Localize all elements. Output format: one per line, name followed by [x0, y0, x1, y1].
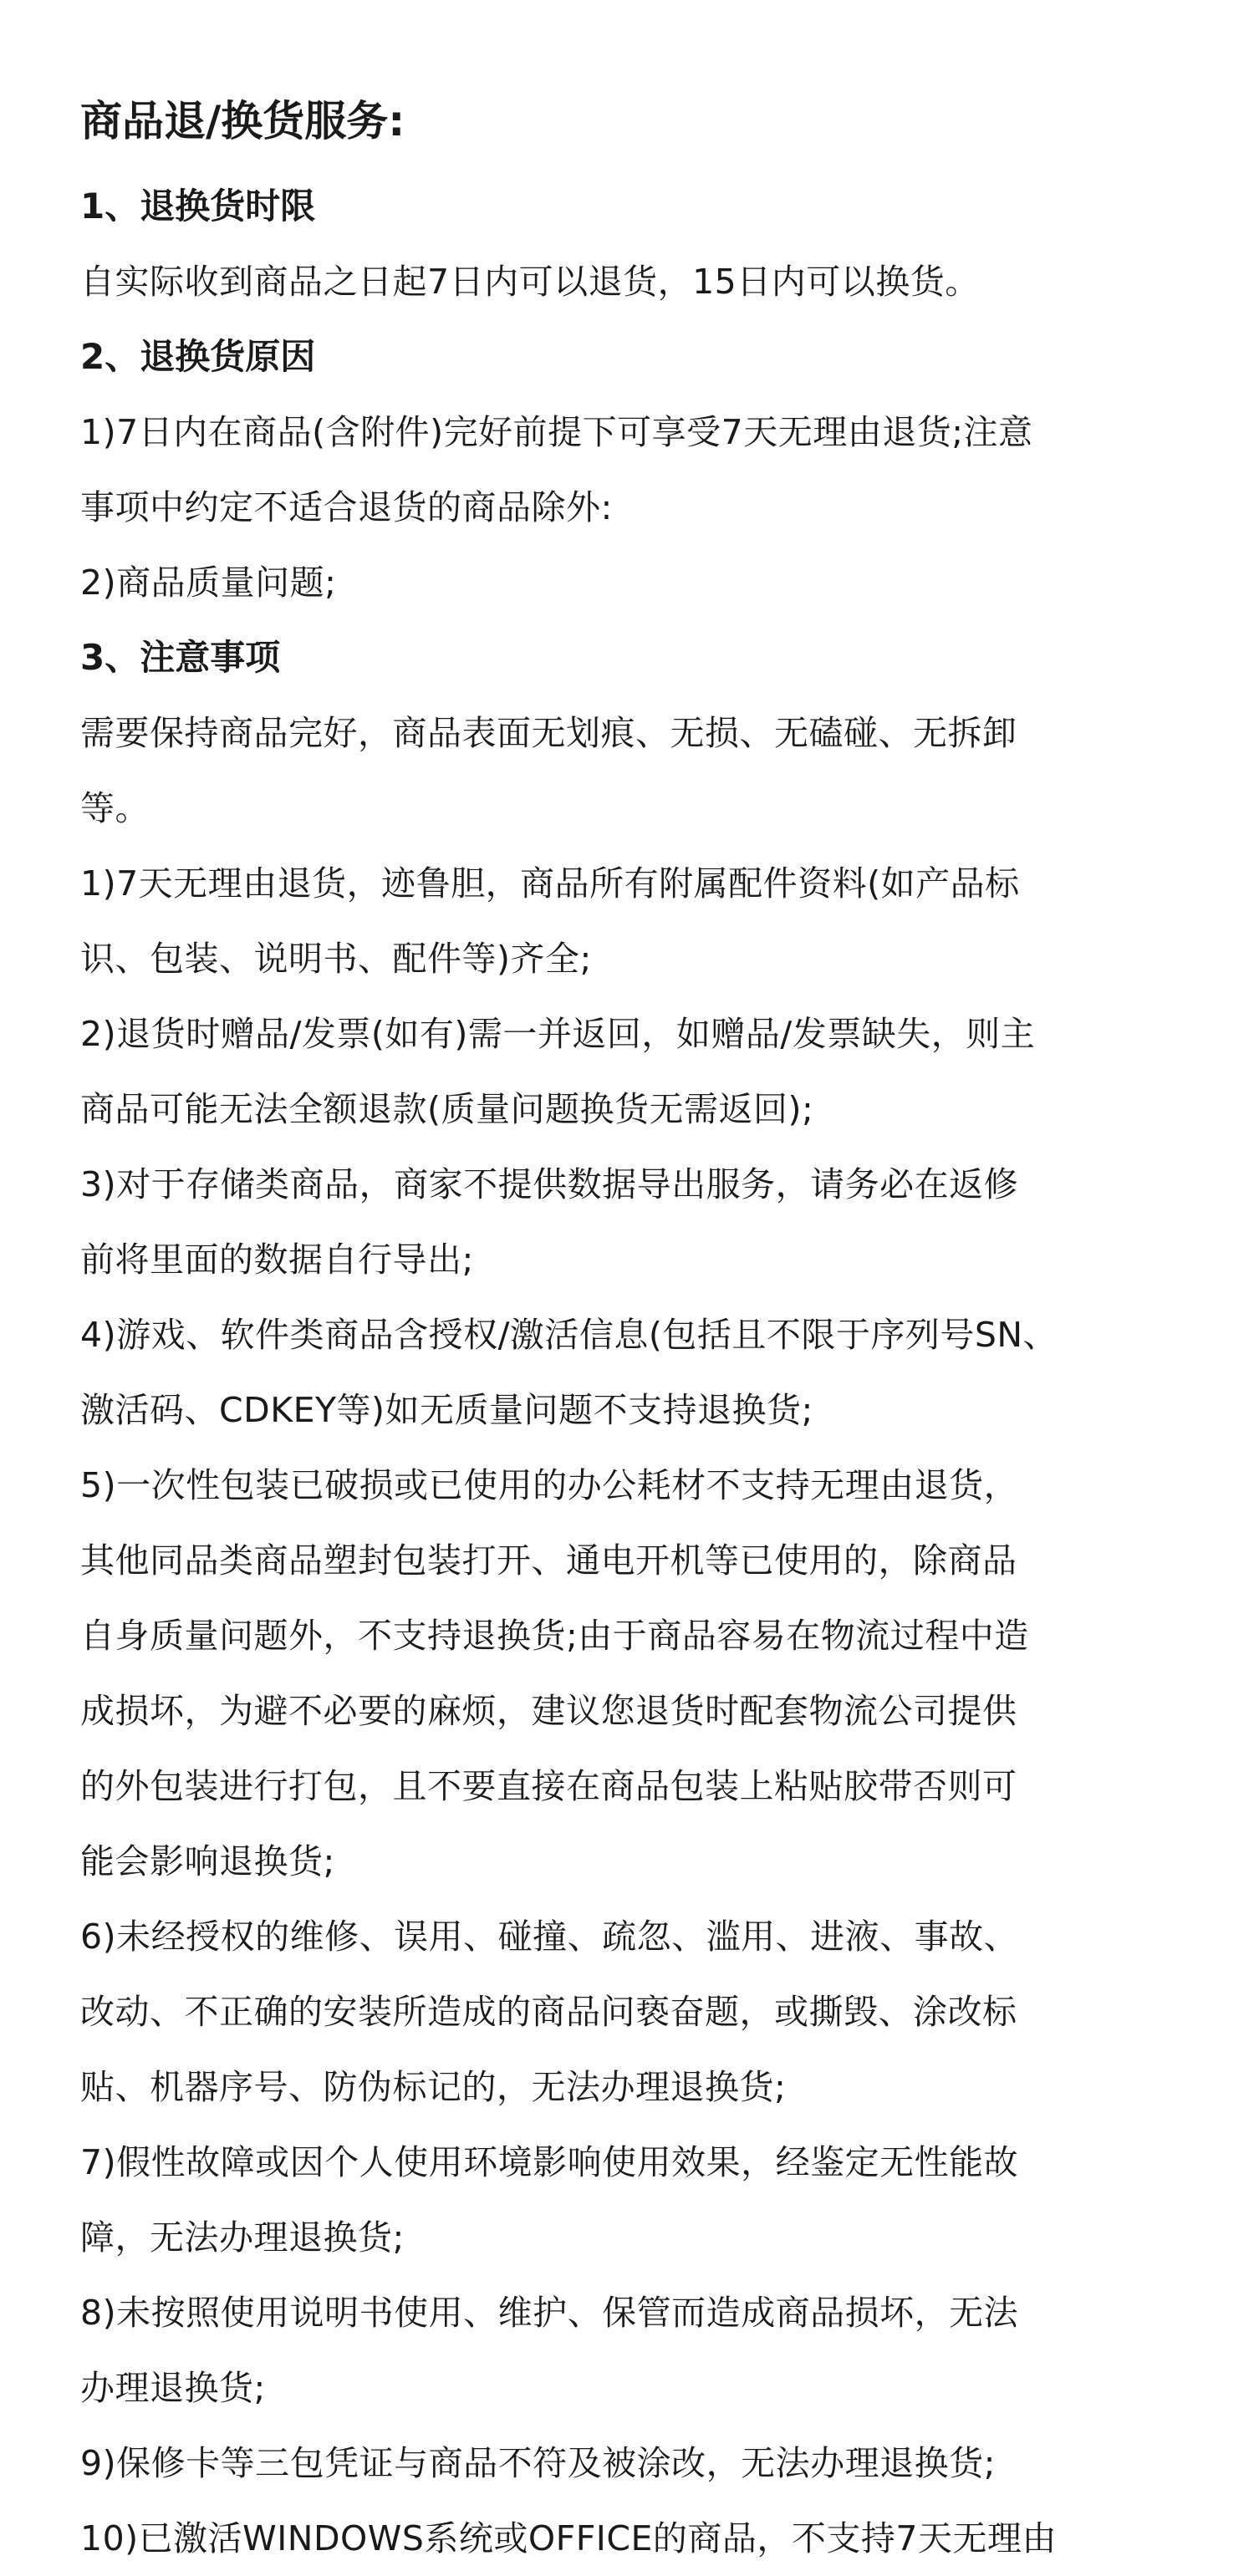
- policy-text-line: 6)未经授权的维修、误用、碰撞、疏忽、滥用、进液、事故、: [80, 1917, 1019, 1957]
- section-heading: 2、退换货原因: [80, 336, 316, 377]
- policy-body: [80, 169, 1184, 2576]
- policy-text-line: 障，无法办理退换货;: [80, 2217, 405, 2258]
- policy-text-line: 办理退换货;: [80, 2368, 266, 2408]
- policy-text-line: 需要保持商品完好，商品表面无划痕、无损、无磕碰、无拆卸: [80, 713, 1017, 753]
- policy-text-line: 识、包装、说明书、配件等)齐全;: [80, 939, 592, 979]
- policy-text-line: 4)游戏、软件类商品含授权/激活信息(包括且不限于序列号SN、: [80, 1315, 1058, 1355]
- policy-text-line: 1)7天无理由退货，迹鲁胆，商品所有附属配件资料(如产品标: [80, 863, 1020, 904]
- policy-text-line: 能会影响退换货;: [80, 1841, 335, 1881]
- policy-text-line: 成损坏，为避不必要的麻烦，建议您退货时配套物流公司提供: [80, 1691, 1017, 1731]
- policy-text-line: 商品可能无法全额退款(质量问题换货无需返回);: [80, 1089, 814, 1129]
- policy-text-line: 自实际收到商品之日起7日内可以退货，15日内可以换货。: [80, 262, 980, 302]
- policy-text-line: 9)保修卡等三包凭证与商品不符及被涂改，无法办理退换货;: [80, 2443, 996, 2483]
- policy-text-line: 2)退货时赠品/发票(如有)需一并返回，如赠品/发票缺失，则主: [80, 1014, 1036, 1054]
- policy-text-line: 3)对于存储类商品，商家不提供数据导出服务，请务必在返修: [80, 1164, 1019, 1204]
- section-heading: 3、注意事项: [80, 637, 281, 678]
- policy-text-line: 等。: [80, 788, 150, 828]
- return-policy-document: [80, 92, 1184, 2576]
- page-title: 商品退/换货服务:: [80, 97, 405, 145]
- section-heading: 1、退换货时限: [80, 186, 316, 227]
- policy-text-line: 贴、机器序号、防伪标记的，无法办理退换货;: [80, 2067, 787, 2107]
- policy-text-line: 自身质量问题外，不支持退换货;由于商品容易在物流过程中造: [80, 1616, 1029, 1656]
- policy-text-line: 的外包装进行打包，且不要直接在商品包装上粘贴胶带否则可: [80, 1766, 1017, 1806]
- policy-text-line: 5)一次性包装已破损或已使用的办公耗材不支持无理由退货，: [80, 1465, 1019, 1505]
- policy-text-line: 改动、不正确的安装所造成的商品问亵奋题，或撕毁、涂改标: [80, 1992, 1017, 2032]
- policy-text-line: 1)7日内在商品(含附件)完好前提下可享受7天无理由退货;注意: [80, 412, 1033, 452]
- policy-text-line: 2)商品质量问题;: [80, 563, 337, 603]
- policy-text-line: 8)未按照使用说明书使用、维护、保管而造成商品损坏，无法: [80, 2293, 1019, 2333]
- policy-text-line: 前将里面的数据自行导出;: [80, 1240, 474, 1280]
- policy-text-line: 其他同品类商品塑封包装打开、通电开机等已使用的，除商品: [80, 1540, 1017, 1581]
- policy-text-line: 10)已激活WINDOWS系统或OFFICE的商品，不支持7天无理由: [80, 2518, 1058, 2558]
- policy-text-line: 事项中约定不适合退货的商品除外:: [80, 487, 613, 527]
- policy-text-line: 激活码、CDKEY等)如无质量问题不支持退换货;: [80, 1390, 813, 1430]
- policy-text-line: 7)假性故障或因个人使用环境影响使用效果，经鉴定无性能故: [80, 2142, 1019, 2182]
